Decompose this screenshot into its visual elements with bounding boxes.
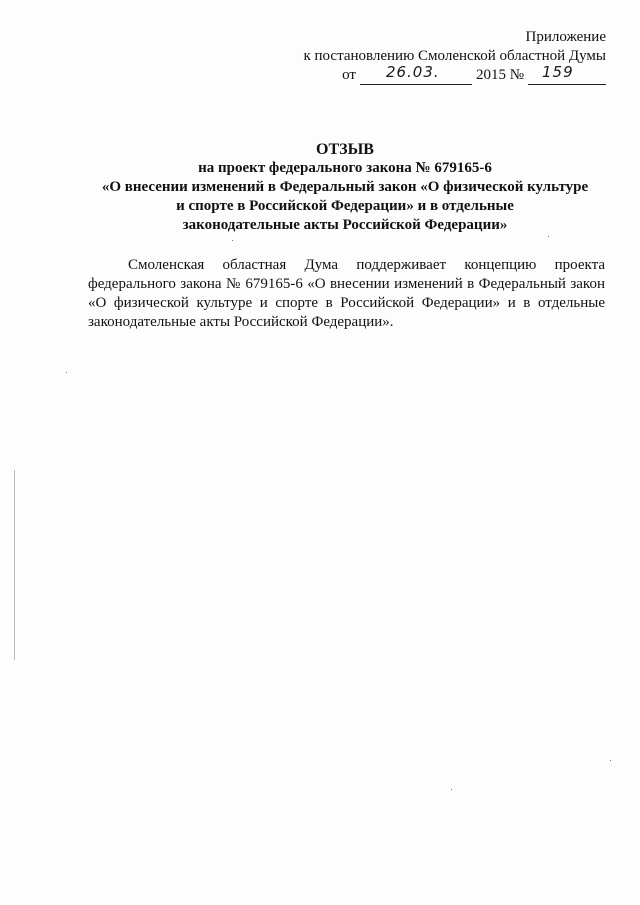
scan-speck bbox=[451, 789, 452, 790]
scan-speck bbox=[232, 240, 233, 241]
handwritten-number: 159 bbox=[542, 63, 574, 81]
appendix-title: Приложение bbox=[525, 29, 606, 45]
appendix-header bbox=[303, 28, 606, 85]
review-title-line-4: законодательные акты Российской Федерации» bbox=[182, 217, 508, 233]
appendix-resolution: к постановлению Смоленской областной Думы bbox=[303, 48, 606, 64]
review-heading: ОТЗЫВ bbox=[316, 141, 374, 158]
scan-margin-mark bbox=[14, 470, 15, 660]
scan-speck bbox=[66, 372, 67, 373]
date-blank bbox=[360, 63, 472, 85]
review-title-line-3: и спорте в Российской Федерации» и в отдельные bbox=[176, 198, 514, 214]
number-blank bbox=[528, 63, 606, 85]
scan-speck bbox=[610, 760, 611, 761]
handwritten-date: 26.03. bbox=[385, 63, 440, 81]
date-number-line bbox=[303, 63, 606, 85]
review-title-line-1: на проект федерального закона № 679165-6 bbox=[198, 160, 492, 176]
scan-speck bbox=[548, 236, 549, 237]
date-prefix: от bbox=[342, 67, 356, 83]
year-label: 2015 № bbox=[475, 67, 524, 83]
review-title-line-2: «О внесении изменений в Федеральный закон «О физической культуре bbox=[101, 179, 589, 195]
body-paragraph: Смоленская областная Дума поддерживает концепцию проекта федерального закона № 679165-6 «О внесении изменений в Федеральный закон «О физической культуре и спорте в Российской Федерации» и в отдельные законодательные акты Российской Федерации». bbox=[88, 257, 605, 330]
review-title-block bbox=[60, 140, 630, 235]
